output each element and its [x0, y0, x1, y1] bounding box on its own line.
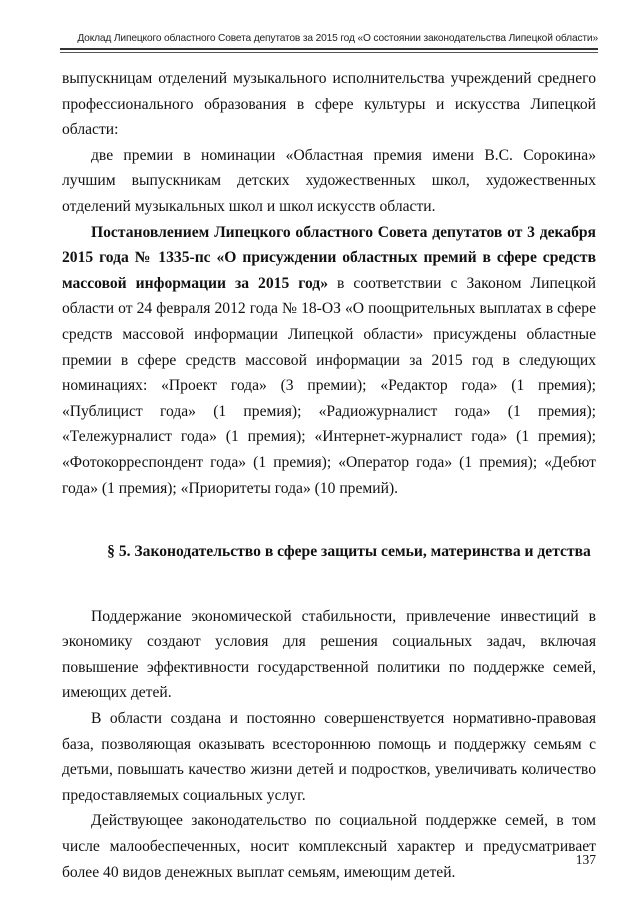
- paragraph-continuation: выпускницам отделений музыкального исполнительства учреждений среднего профессионального образования в сфере культуры и искусства Липецкой области:: [62, 70, 596, 139]
- paragraph-sorokin-prize: две премии в номинации «Областная премия имени В.С. Сорокина» лучшим выпускникам детских художественных школ, художественных отделений музыкальных школ и школ искусств области.: [62, 146, 596, 215]
- page-number: 137: [575, 852, 596, 867]
- paragraph-social-support: Действующее законодательство по социальной поддержке семей, в том числе малообеспеченных, носит комплексный характер и предусматривает более 40 видов денежных выплат семьям, имеющим детей.: [62, 812, 596, 881]
- resolution-reference: Постановлением Липецкого областного Совета депутатов от 3 декабря 2015 года № 1335-пс «О присуждении областных премий в сфере средств массовой информации за 2015 год»: [62, 223, 596, 292]
- header-rule-thin: [60, 52, 598, 53]
- page-body: [62, 66, 596, 885]
- paragraph-media-prizes: [62, 220, 596, 502]
- paragraph-media-prizes-text: в соответствии с Законом Липецкой области от 24 февраля 2012 года № 18-ОЗ «О поощрительных выплатах в сфере средств массовой информации Липецкой области» присуждены областные премии в сфере средств массовой информации за 2015 год в следующих номинациях: «Проект года» (3 премии); «Редактор года» (1 премия); «Публицист года» (1 премия); «Радиожурналист года» (1 премия); «Тележурналист года» (1 премия); «Интернет-журналист года» (1 премия); «Фотокорреспондент года» (1 премия); «Оператор года» (1 премия); «Дебют года» (1 премия); «Приоритеты года» (10 премий).: [62, 274, 596, 497]
- running-header: Доклад Липецкого областного Совета депутатов за 2015 год «О состоянии законодательства Липецкой области»: [77, 33, 598, 44]
- paragraph-legal-base: В области создана и постоянно совершенствуется нормативно-правовая база, позволяющая оказывать всестороннюю помощь и поддержку семьям с детьми, повышать качество жизни детей и подростков, увеличивать количество предоставляемых социальных услуг.: [62, 710, 596, 804]
- paragraph-economic-stability: Поддержание экономической стабильности, привлечение инвестиций в экономику создают условия для решения социальных задач, включая повышение эффективности государственной политики по поддержке семей, имеющих детей.: [62, 607, 596, 702]
- header-rule: [60, 48, 598, 50]
- section-title: § 5. Законодательство в сфере защиты семьи, материнства и детства: [107, 543, 591, 561]
